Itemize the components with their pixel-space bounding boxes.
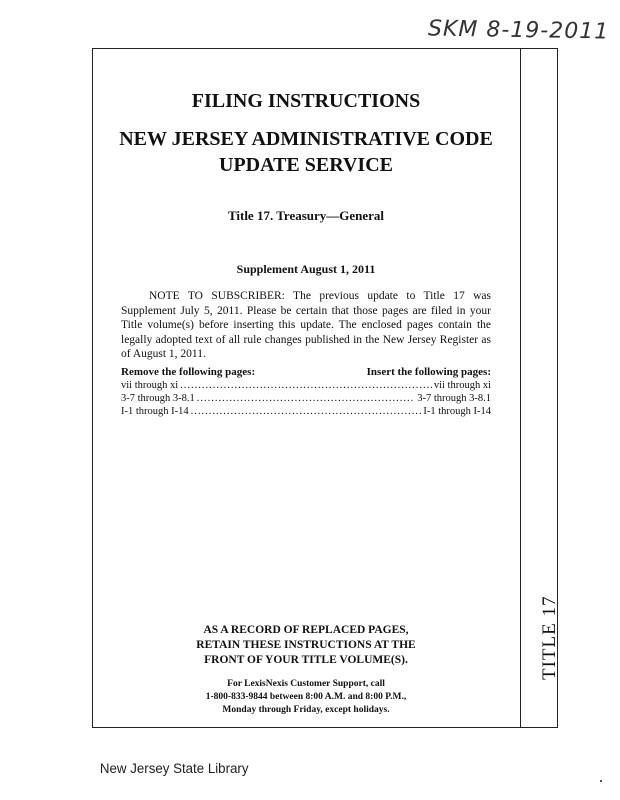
table-row xyxy=(121,392,491,405)
record-notice-line: AS A RECORD OF REPLACED PAGES, xyxy=(203,624,409,636)
code-heading xyxy=(92,126,520,178)
table-row xyxy=(121,379,491,392)
table-row xyxy=(121,405,491,418)
insert-pages: vii through xi xyxy=(433,380,491,391)
support-line: For LexisNexis Customer Support, call xyxy=(227,679,385,689)
support-line: 1-800-833-9844 between 8:00 A.M. and 8:00 P.M., xyxy=(205,692,407,702)
code-heading-line2: UPDATE SERVICE xyxy=(219,154,393,176)
insert-header: Insert the following pages: xyxy=(366,366,491,378)
record-notice-line: FRONT OF YOUR TITLE VOLUME(S). xyxy=(204,654,408,666)
code-heading-line1: NEW JERSEY ADMINISTRATIVE CODE xyxy=(119,128,493,150)
instruction-sheet xyxy=(92,48,520,728)
support-line: Monday through Friday, except holidays. xyxy=(222,705,390,715)
supplement-date: Supplement August 1, 2011 xyxy=(236,262,376,276)
customer-support xyxy=(92,678,520,717)
leader-dots xyxy=(180,379,432,392)
subscriber-note: NOTE TO SUBSCRIBER: The previous update to Title 17 was Supplement July 5, 2011. Please be certain that those pages are filed in your Title volume(s) before inserting this update. The enclosed pages contain the legally adopted text of all rule changes published in the New Jersey Register as of August 1, 2011. xyxy=(121,290,491,360)
pages-table-header xyxy=(121,366,491,379)
insert-pages: I-1 through I-14 xyxy=(423,406,491,417)
handwritten-note: SKM 8-19-2011 xyxy=(427,16,610,45)
pages-table xyxy=(121,366,491,418)
leader-dots xyxy=(191,405,422,418)
record-notice xyxy=(92,623,520,668)
page-title: FILING INSTRUCTIONS xyxy=(191,90,421,112)
remove-pages: I-1 through I-14 xyxy=(121,406,189,417)
scan-speck xyxy=(600,780,602,782)
remove-pages: 3-7 through 3-8.1 xyxy=(121,393,195,404)
insert-pages: 3-7 through 3-8.1 xyxy=(417,393,491,404)
record-notice-line: RETAIN THESE INSTRUCTIONS AT THE xyxy=(196,639,416,651)
tab-label: TITLE 17 xyxy=(539,595,560,680)
library-stamp: New Jersey State Library xyxy=(99,760,249,776)
tab-divider-line xyxy=(520,48,521,728)
leader-dots xyxy=(197,392,415,405)
remove-header: Remove the following pages: xyxy=(121,366,256,378)
remove-pages: vii through xi xyxy=(121,380,179,391)
title-subject: Title 17. Treasury—General xyxy=(227,208,385,223)
